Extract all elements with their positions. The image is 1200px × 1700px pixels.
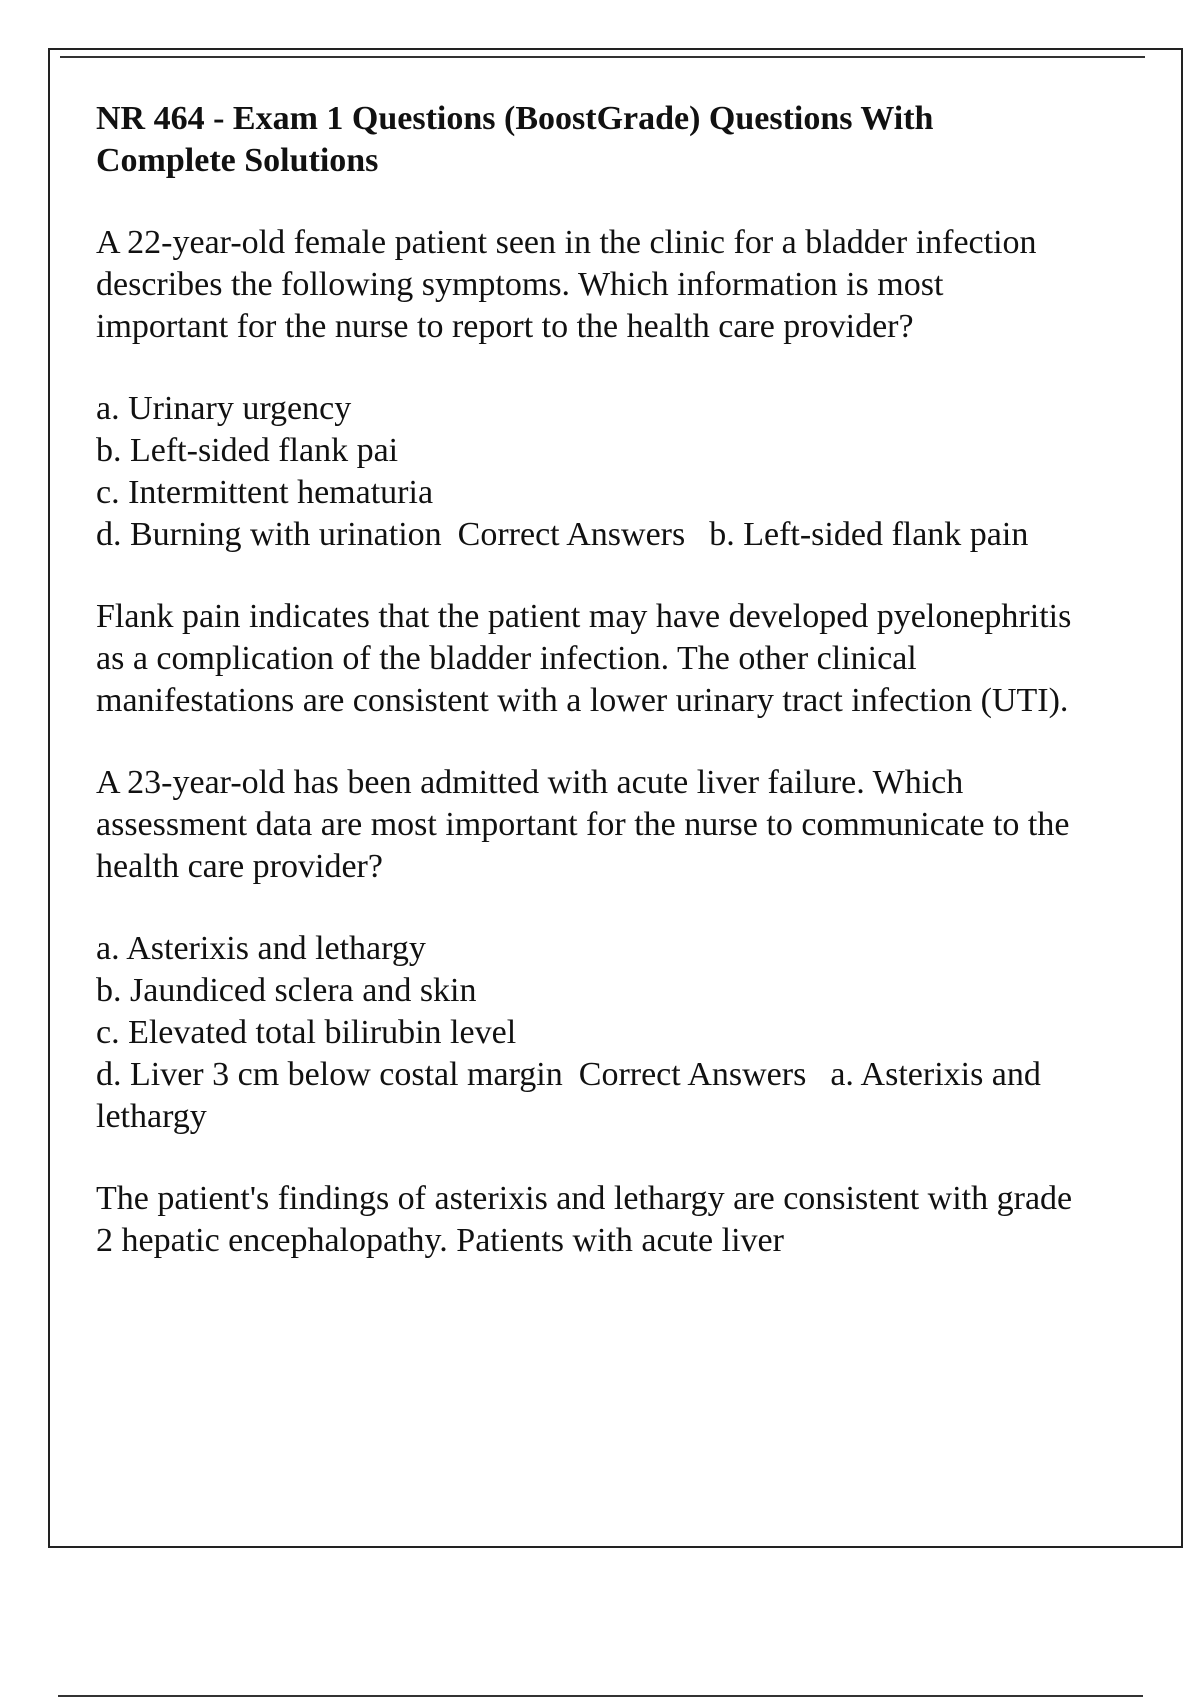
document-title: NR 464 - Exam 1 Questions (BoostGrade) Questions With Complete Solutions xyxy=(96,100,934,179)
question-2-rationale: The patient's findings of asterixis and lethargy are consistent with grade 2 hepatic encephalopathy. Patients with acute liver xyxy=(96,1180,1073,1259)
question-2-stem: A 23-year-old has been admitted with acute liver failure. Which assessment data are most important for the nurse to communicate to the health care provider? xyxy=(96,764,1070,885)
question-2-answer: a. Asterixis and lethargy xyxy=(96,1056,1041,1135)
question-1-stem: A 22-year-old female patient seen in the clinic for a bladder infection describes the following symptoms. Which information is most important for the nurse to report to the health care provider? xyxy=(96,224,1037,345)
question-2-option-d: d. Liver 3 cm below costal margin xyxy=(96,1056,563,1093)
top-rule xyxy=(60,56,1145,58)
question-1-answer: b. Left-sided flank pain xyxy=(709,516,1029,553)
question-1-answer-label: Correct Answers xyxy=(457,516,686,553)
question-1-option-c: c. Intermittent hematuria xyxy=(96,474,434,511)
question-1-rationale: Flank pain indicates that the patient may have developed pyelonephritis as a complication of the bladder infection. The other clinical manifestations are consistent with a lower urinary tract infection (UTI). xyxy=(96,598,1072,719)
question-2-options xyxy=(96,928,1081,1138)
document-body xyxy=(96,98,1081,1302)
question-1-options xyxy=(96,388,1081,556)
question-2-option-a: a. Asterixis and lethargy xyxy=(96,930,426,967)
question-2-option-c: c. Elevated total bilirubin level xyxy=(96,1014,517,1051)
question-1-option-d-with-answer xyxy=(96,514,1081,556)
question-2-answer-label: Correct Answers xyxy=(578,1056,807,1093)
question-2-option-d-with-answer xyxy=(96,1054,1081,1138)
question-1-option-b: b. Left-sided flank pai xyxy=(96,432,399,469)
question-2-option-b: b. Jaundiced sclera and skin xyxy=(96,972,477,1009)
question-1-option-a: a. Urinary urgency xyxy=(96,390,352,427)
bottom-rule xyxy=(58,1695,1143,1697)
question-1-option-d: d. Burning with urination xyxy=(96,516,442,553)
